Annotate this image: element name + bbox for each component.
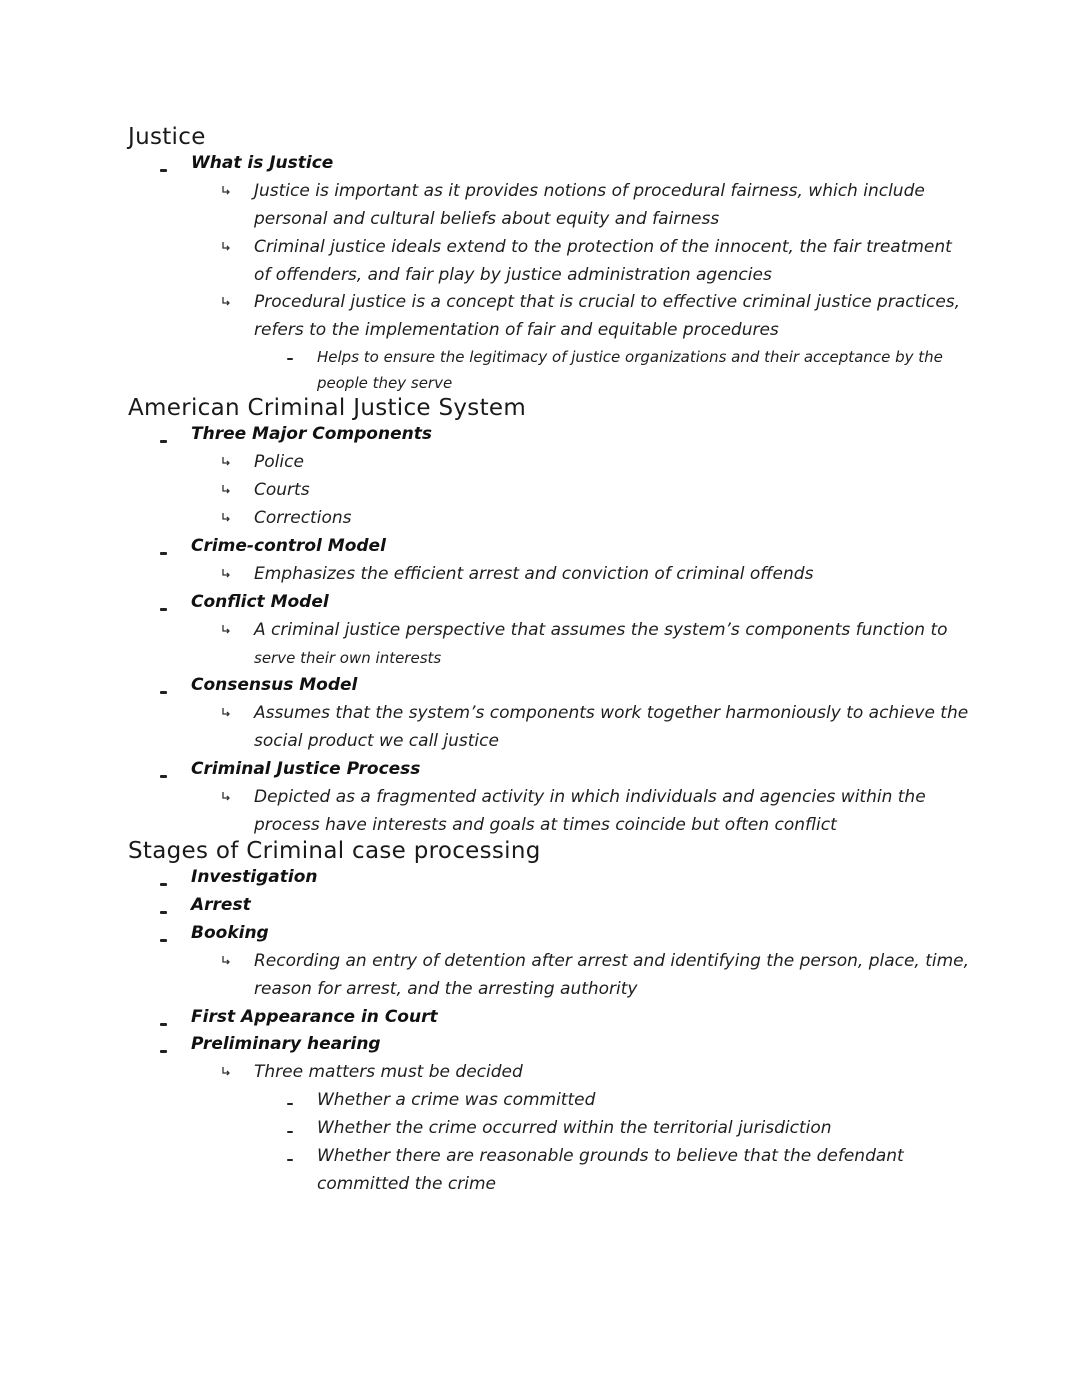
- arrow-bullet-icon: [222, 1067, 230, 1076]
- dash-bullet: [160, 691, 167, 694]
- topic-three-major-components: Three Major Components: [191, 424, 432, 444]
- dash-bullet: [160, 169, 167, 172]
- topic-conflict-model: Conflict Model: [191, 592, 329, 612]
- conflict-point-line-1: A criminal justice perspective that assumes the system’s components function to: [254, 620, 948, 640]
- justice-point-3-line-1: Procedural justice is a concept that is crucial to effective criminal justice practices,: [254, 292, 961, 312]
- component-corrections: Corrections: [254, 508, 352, 528]
- justice-subpoint-line-1: Helps to ensure the legitimacy of justice organizations and their acceptance by the: [317, 348, 943, 366]
- stage-preliminary-hearing: Preliminary hearing: [191, 1034, 381, 1054]
- justice-point-2-line-1: Criminal justice ideals extend to the protection of the innocent, the fair treatment: [254, 237, 952, 257]
- arrow-bullet-icon: [222, 625, 230, 634]
- arrow-bullet-icon: [222, 792, 230, 801]
- stage-investigation: Investigation: [191, 867, 318, 887]
- process-point-line-1: Depicted as a fragmented activity in which individuals and agencies within the: [254, 787, 926, 807]
- dash-bullet: [287, 1159, 293, 1161]
- component-police: Police: [254, 452, 304, 472]
- stage-arrest: Arrest: [191, 895, 251, 915]
- arrow-bullet-icon: [222, 956, 230, 965]
- stage-booking: Booking: [191, 923, 269, 943]
- topic-consensus-model: Consensus Model: [191, 675, 358, 695]
- justice-point-2-line-2: of offenders, and fair play by justice administration agencies: [254, 265, 772, 285]
- arrow-bullet-icon: [222, 708, 230, 717]
- topic-criminal-justice-process: Criminal Justice Process: [191, 759, 421, 779]
- arrow-bullet-icon: [222, 569, 230, 578]
- section-heading-stages: Stages of Criminal case processing: [128, 838, 541, 864]
- arrow-bullet-icon: [222, 186, 230, 195]
- justice-subpoint-line-2: people they serve: [317, 374, 453, 392]
- arrow-bullet-icon: [222, 485, 230, 494]
- dash-bullet: [160, 911, 167, 914]
- section-heading-american-system: American Criminal Justice System: [128, 395, 527, 421]
- consensus-point-line-2: social product we call justice: [254, 731, 499, 751]
- section-heading-justice: Justice: [128, 124, 206, 150]
- conflict-point-line-2: serve their own interests: [254, 649, 442, 667]
- matter-1: Whether a crime was committed: [317, 1090, 596, 1110]
- arrow-bullet-icon: [222, 457, 230, 466]
- booking-point-line-1: Recording an entry of detention after arrest and identifying the person, place, time,: [254, 951, 970, 971]
- topic-crime-control-model: Crime-control Model: [191, 536, 386, 556]
- crime-control-point: Emphasizes the efficient arrest and conviction of criminal offends: [254, 564, 814, 584]
- dash-bullet: [160, 939, 167, 942]
- consensus-point-line-1: Assumes that the system’s components work together harmoniously to achieve the: [254, 703, 969, 723]
- dash-bullet: [160, 440, 167, 443]
- dash-bullet: [160, 883, 167, 886]
- arrow-bullet-icon: [222, 297, 230, 306]
- dash-bullet: [160, 552, 167, 555]
- matter-3-line-2: committed the crime: [317, 1174, 496, 1194]
- topic-what-is-justice: What is Justice: [191, 153, 334, 173]
- justice-point-1-line-1: Justice is important as it provides notions of procedural fairness, which include: [254, 181, 925, 201]
- dash-bullet: [160, 1023, 167, 1026]
- dash-bullet: [287, 1103, 293, 1105]
- dash-bullet: [287, 1131, 293, 1133]
- arrow-bullet-icon: [222, 513, 230, 522]
- matter-2: Whether the crime occurred within the territorial jurisdiction: [317, 1118, 832, 1138]
- component-courts: Courts: [254, 480, 310, 500]
- process-point-line-2: process have interests and goals at times coincide but often conflict: [254, 815, 837, 835]
- dash-bullet: [160, 775, 167, 778]
- dash-bullet: [160, 608, 167, 611]
- arrow-bullet-icon: [222, 242, 230, 251]
- booking-point-line-2: reason for arrest, and the arresting authority: [254, 979, 638, 999]
- justice-point-1-line-2: personal and cultural beliefs about equity and fairness: [254, 209, 720, 229]
- matter-3-line-1: Whether there are reasonable grounds to believe that the defendant: [317, 1146, 904, 1166]
- dash-bullet: [160, 1050, 167, 1053]
- stage-first-appearance: First Appearance in Court: [191, 1007, 438, 1027]
- dash-bullet: [287, 358, 293, 360]
- preliminary-point: Three matters must be decided: [254, 1062, 523, 1082]
- justice-point-3-line-2: refers to the implementation of fair and equitable procedures: [254, 320, 779, 340]
